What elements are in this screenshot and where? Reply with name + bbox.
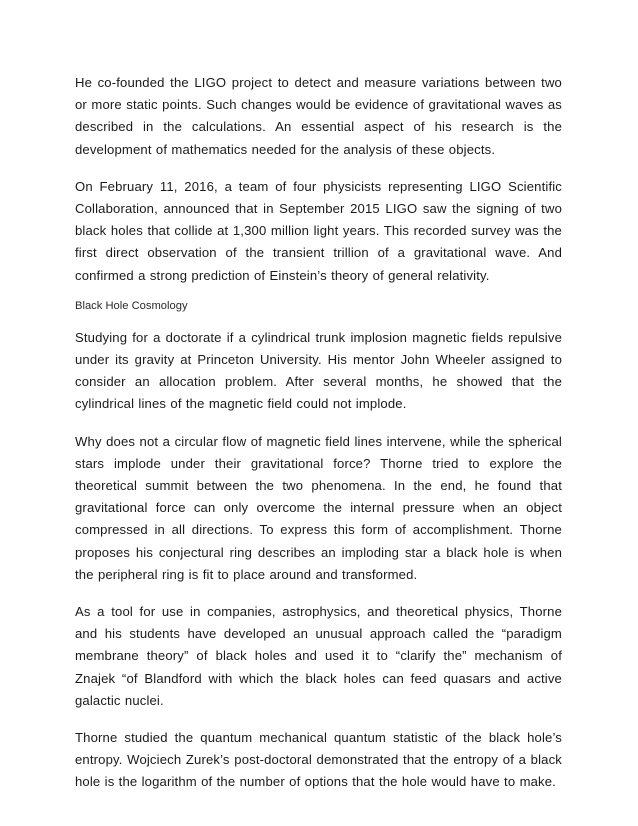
paragraph-spherical-stars: Why does not a circular flow of magnetic field lines intervene, while the spherical stars implode under their gravitational force? Thorne tried to explore the theoretical summit between the two phenomena. In the end, he found that gravitational force can only overcome the internal pressure when an object compressed in all directions. To express this form of accomplishment. Thorne proposes his conjectural ring describes an imploding star a black hole is when the peripheral ring is fit to place around and transformed.: [75, 433, 562, 582]
paragraph-ligo-announcement: On February 11, 2016, a team of four physicists representing LIGO Scientific Collaboration, announced that in September 2015 LIGO saw the signing of two black holes that collide at 1,300 million light years. This recorded survey was the first direct observation of the transient trillion of a gravitational wave. And confirmed a strong prediction of Einstein’s theory of general relativity.: [75, 178, 562, 283]
paragraph-ligo-founding: He co-founded the LIGO project to detect and measure variations between two or more static points. Such changes would be evidence of gravitational waves as described in the calculations. An essential aspect of his research is the development of mathematics needed for the analysis of these objects.: [75, 75, 562, 157]
paragraph-entropy: Thorne studied the quantum mechanical quantum statistic of the black hole’s entropy. Wojciech Zurek’s post-doctoral demonstrated that the entropy of a black hole is the logarithm of the number of options that the hole would have to make.: [75, 730, 562, 790]
section-heading: Black Hole Cosmology: [75, 299, 188, 312]
paragraph-doctorate: Studying for a doctorate if a cylindrical trunk implosion magnetic fields repulsive under its gravity at Princeton University. His mentor John Wheeler assigned to consider an allocation problem. After several months, he showed that the cylindrical lines of the magnetic field could not implode.: [75, 329, 562, 412]
document-page: [75, 72, 562, 809]
paragraph-membrane-theory: As a tool for use in companies, astrophysics, and theoretical physics, Thorne and his students have developed an unusual approach called the “paradigm membrane theory” of black holes and used it to “clarify the” mechanism of Znajek “of Blandford with which the black holes can feed quasars and active galactic nuclei.: [75, 604, 562, 708]
